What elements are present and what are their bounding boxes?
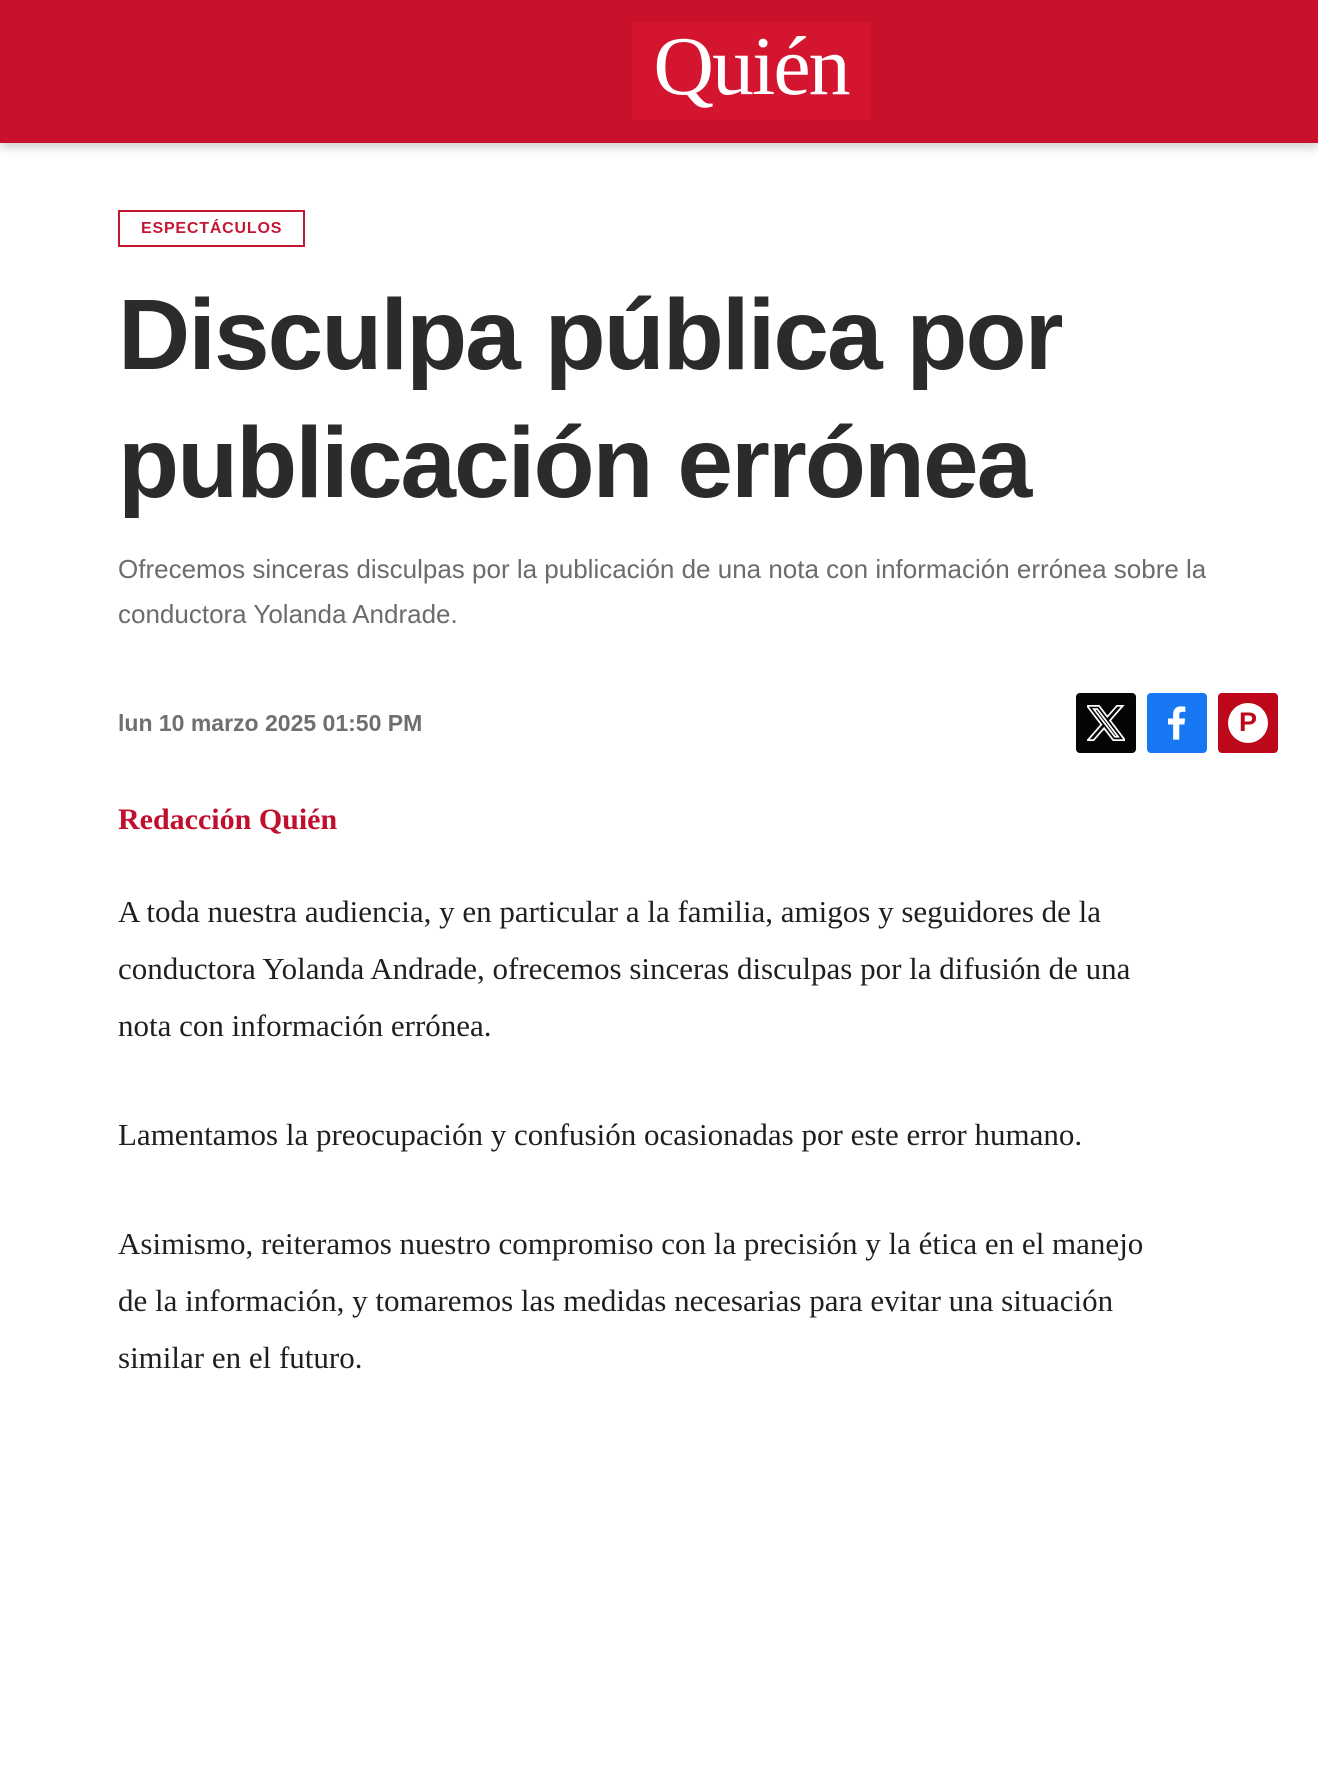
article-body (118, 883, 1278, 1386)
share-pinterest-button[interactable] (1218, 693, 1278, 753)
article-dek: Ofrecemos sinceras disculpas por la publicación de una nota con información errónea sobre la conductora Yolanda Andrade. (118, 554, 1207, 629)
quien-logo[interactable] (632, 22, 870, 120)
publish-date: lun 10 marzo 2025 01:50 PM (118, 709, 423, 736)
paragraph: A toda nuestra audiencia, y en particular a la familia, amigos y seguidores de la conductora Yolanda Andrade, ofrecemos sinceras disculpas por la difusión de una nota con información errónea. (118, 894, 1131, 1043)
author-byline[interactable]: Redacción Quién (118, 803, 338, 836)
pinterest-icon: P (1228, 703, 1268, 743)
quien-logo-text: Quién (653, 20, 849, 113)
facebook-icon (1157, 703, 1197, 743)
header-band (0, 0, 1318, 143)
paragraph: Asimismo, reiteramos nuestro compromiso con la precisión y la ética en el manejo de la información, y tomaremos las medidas necesarias para evitar una situación similar en el futuro. (118, 1226, 1144, 1375)
category-tag-espectaculos[interactable]: ESPECTÁCULOS (118, 210, 305, 247)
meta-row (118, 693, 1278, 753)
article (118, 143, 1278, 1386)
paragraph: Lamentamos la preocupación y confusión ocasionadas por este error humano. (118, 1117, 1083, 1152)
share-buttons (1076, 693, 1278, 753)
article-headline: Disculpa pública por publicación errónea (118, 279, 1062, 519)
x-icon (1087, 704, 1125, 742)
share-x-button[interactable] (1076, 693, 1136, 753)
share-facebook-button[interactable] (1147, 693, 1207, 753)
